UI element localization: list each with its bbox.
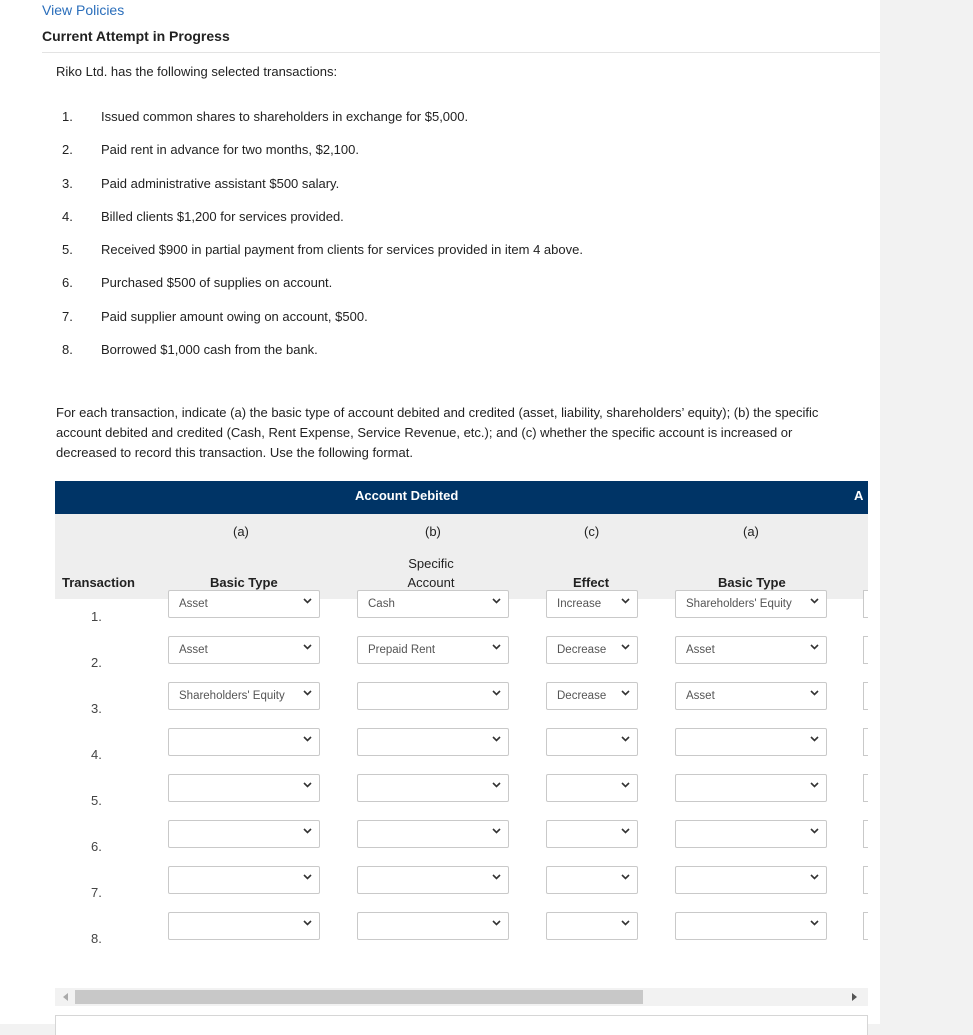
debit-specific-account-select[interactable]	[357, 728, 509, 756]
chevron-down-icon	[810, 736, 818, 744]
chevron-down-icon	[492, 920, 500, 928]
list-item-number: 5.	[62, 242, 73, 258]
debit-specific-account-select[interactable]	[357, 866, 509, 894]
debit-specific-account-select[interactable]	[357, 912, 509, 940]
chevron-down-icon	[303, 644, 311, 652]
chevron-down-icon	[492, 690, 500, 698]
debit-effect-select[interactable]	[546, 820, 638, 848]
list-item-text: Paid supplier amount owing on account, $500.	[101, 308, 368, 324]
credit-basic-type-select[interactable]	[675, 682, 827, 710]
chevron-down-icon	[810, 598, 818, 606]
credit-basic-type-select[interactable]	[675, 820, 827, 848]
credit-account-select-partial[interactable]	[863, 728, 868, 756]
debit-specific-account-select[interactable]	[357, 682, 509, 710]
debit-effect-select[interactable]	[546, 682, 638, 710]
debit-effect-select[interactable]	[546, 590, 638, 618]
debit-effect-select[interactable]	[546, 774, 638, 802]
select-value: Asset	[686, 690, 715, 702]
debit-basic-type-select[interactable]	[168, 912, 320, 940]
debit-specific-account-select[interactable]	[357, 820, 509, 848]
debit-basic-type-select[interactable]	[168, 590, 320, 618]
view-policies-link[interactable]: View Policies	[42, 2, 125, 18]
right-gutter	[880, 0, 973, 1024]
subheader-a: (a)	[233, 524, 249, 539]
credit-basic-type-select[interactable]	[675, 912, 827, 940]
col-specific-line2: Account	[407, 575, 455, 590]
credit-account-select-partial[interactable]	[863, 590, 868, 618]
debit-basic-type-select[interactable]	[168, 728, 320, 756]
col-transaction: Transaction	[62, 575, 135, 590]
list-item-number: 8.	[62, 342, 73, 358]
list-item-text: Purchased $500 of supplies on account.	[101, 275, 333, 291]
credit-basic-type-select[interactable]	[675, 774, 827, 802]
chevron-down-icon	[621, 690, 629, 698]
chevron-down-icon	[621, 736, 629, 744]
list-item-number: 3.	[62, 175, 73, 191]
credit-basic-type-select[interactable]	[675, 636, 827, 664]
chevron-down-icon	[621, 828, 629, 836]
chevron-down-icon	[303, 690, 311, 698]
list-item-number: 6.	[62, 275, 73, 291]
debit-basic-type-select[interactable]	[168, 636, 320, 664]
chevron-down-icon	[492, 828, 500, 836]
row-transaction-number: 4.	[91, 747, 102, 762]
list-item-number: 4.	[62, 208, 73, 224]
attempt-status: Current Attempt in Progress	[42, 28, 230, 44]
credit-account-select-partial[interactable]	[863, 774, 868, 802]
debit-basic-type-select[interactable]	[168, 682, 320, 710]
credit-account-select-partial[interactable]	[863, 912, 868, 940]
chevron-down-icon	[621, 874, 629, 882]
table-column-headers	[55, 514, 868, 599]
subheader-c: (c)	[584, 524, 600, 539]
row-transaction-number: 7.	[91, 885, 102, 900]
list-item-text: Billed clients $1,200 for services provided.	[101, 208, 344, 224]
select-value: Shareholders' Equity	[686, 598, 792, 610]
chevron-down-icon	[621, 644, 629, 652]
credit-basic-type-select[interactable]	[675, 590, 827, 618]
table-group-header	[55, 481, 868, 514]
select-value: Cash	[368, 598, 395, 610]
select-value: Decrease	[557, 690, 607, 702]
account-debited-header: Account Debited	[355, 488, 459, 503]
debit-effect-select[interactable]	[546, 912, 638, 940]
chevron-down-icon	[492, 644, 500, 652]
col-specific-line1: Specific	[408, 556, 454, 571]
chevron-down-icon	[621, 782, 629, 790]
credit-account-select-partial[interactable]	[863, 820, 868, 848]
chevron-down-icon	[303, 920, 311, 928]
select-value: Shareholders' Equity	[179, 690, 285, 702]
row-transaction-number: 3.	[91, 701, 102, 716]
chevron-down-icon	[492, 598, 500, 606]
question-instructions: For each transaction, indicate (a) the basic type of account debited and credited (asset, liability, shareholders’ equity); (b) the specific account debited and credited (Cash, Rent Expense, Service Revenue, etc.); and (c) whether the specific account is increased or decreased to record this transaction. Use the following format.	[56, 405, 819, 460]
debit-effect-select[interactable]	[546, 636, 638, 664]
scroll-left-arrow-icon[interactable]	[63, 993, 68, 1001]
question-intro: Riko Ltd. has the following selected transactions:	[56, 64, 338, 79]
list-item-text: Paid rent in advance for two months, $2,100.	[101, 142, 359, 158]
divider	[42, 52, 880, 53]
credit-basic-type-select[interactable]	[675, 866, 827, 894]
debit-specific-account-select[interactable]	[357, 774, 509, 802]
answer-table	[55, 481, 868, 981]
credit-basic-type-select[interactable]	[675, 728, 827, 756]
select-value: Decrease	[557, 644, 607, 656]
chevron-down-icon	[303, 874, 311, 882]
col-basic-type-credit: Basic Type	[718, 575, 786, 590]
list-item-text: Received $900 in partial payment from clients for services provided in item 4 above.	[101, 242, 583, 258]
credit-account-select-partial[interactable]	[863, 866, 868, 894]
select-value: Asset	[179, 644, 208, 656]
chevron-down-icon	[810, 920, 818, 928]
chevron-down-icon	[810, 690, 818, 698]
debit-basic-type-select[interactable]	[168, 820, 320, 848]
select-value: Prepaid Rent	[368, 644, 436, 656]
debit-basic-type-select[interactable]	[168, 866, 320, 894]
row-transaction-number: 2.	[91, 655, 102, 670]
debit-basic-type-select[interactable]	[168, 774, 320, 802]
chevron-down-icon	[810, 782, 818, 790]
col-effect: Effect	[573, 575, 610, 590]
chevron-down-icon	[303, 598, 311, 606]
next-section-box	[55, 1015, 868, 1035]
credit-account-select-partial[interactable]	[863, 636, 868, 664]
account-credited-header-partial: A	[854, 488, 864, 503]
scrollbar-thumb[interactable]	[75, 990, 643, 1004]
select-value: Asset	[686, 644, 715, 656]
chevron-down-icon	[303, 736, 311, 744]
credit-account-select-partial[interactable]	[863, 682, 868, 710]
col-basic-type: Basic Type	[210, 575, 278, 590]
debit-effect-select[interactable]	[546, 728, 638, 756]
debit-effect-select[interactable]	[546, 866, 638, 894]
chevron-down-icon	[492, 736, 500, 744]
subheader-b: (b)	[425, 524, 441, 539]
chevron-down-icon	[621, 598, 629, 606]
chevron-down-icon	[492, 874, 500, 882]
list-item-text: Paid administrative assistant $500 salary.	[101, 175, 340, 191]
list-item-number: 1.	[62, 109, 73, 124]
chevron-down-icon	[303, 782, 311, 790]
chevron-down-icon	[492, 782, 500, 790]
select-value: Asset	[179, 598, 208, 610]
subheader-a2: (a)	[743, 524, 759, 539]
list-item-number: 7.	[62, 308, 73, 324]
debit-specific-account-select[interactable]	[357, 590, 509, 618]
chevron-down-icon	[810, 828, 818, 836]
list-item-number: 2.	[62, 142, 73, 158]
row-transaction-number: 6.	[91, 839, 102, 854]
table-row	[55, 921, 868, 967]
chevron-down-icon	[621, 920, 629, 928]
row-transaction-number: 5.	[91, 793, 102, 808]
scroll-right-arrow-icon[interactable]	[852, 993, 857, 1001]
chevron-down-icon	[810, 644, 818, 652]
horizontal-scrollbar[interactable]	[55, 988, 868, 1006]
row-transaction-number: 1.	[91, 609, 102, 624]
list-item-text: Borrowed $1,000 cash from the bank.	[101, 342, 318, 358]
debit-specific-account-select[interactable]	[357, 636, 509, 664]
row-transaction-number: 8.	[91, 931, 102, 946]
list-item-text: Issued common shares to shareholders in exchange for $5,000.	[101, 109, 469, 124]
chevron-down-icon	[303, 828, 311, 836]
select-value: Increase	[557, 598, 602, 610]
chevron-down-icon	[810, 874, 818, 882]
